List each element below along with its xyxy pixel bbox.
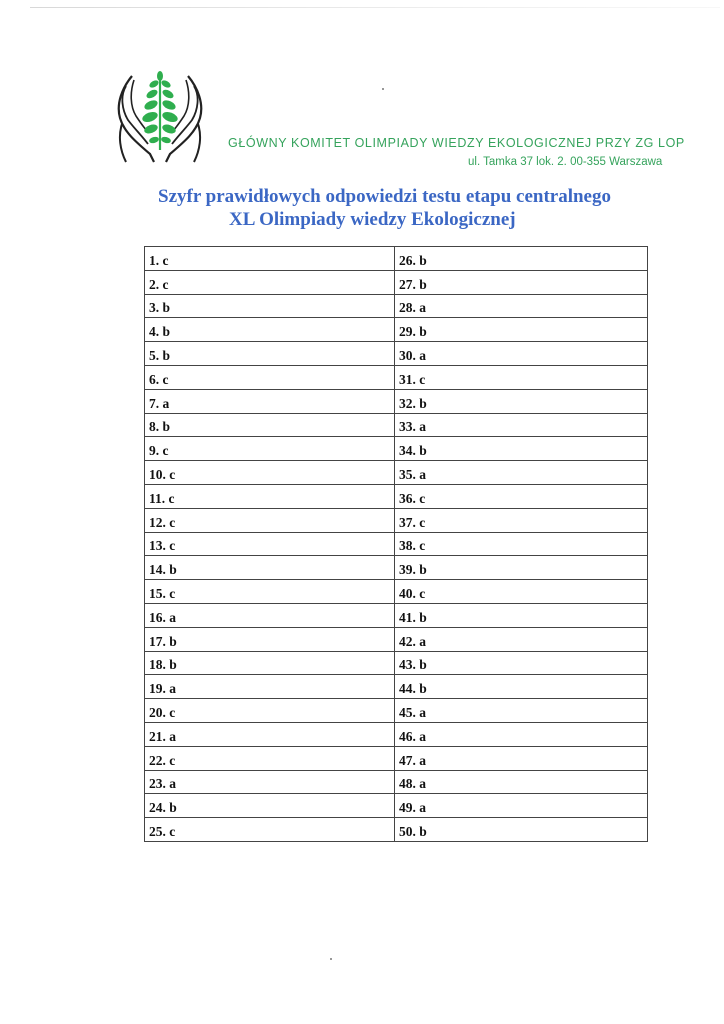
- answer-text: 6. c: [149, 371, 169, 387]
- answer-cell-left: [145, 675, 395, 699]
- answer-text: 25. c: [149, 823, 176, 839]
- answer-row: [145, 603, 648, 627]
- answer-text: 28. a: [399, 300, 426, 316]
- answer-text: 3. b: [149, 300, 171, 316]
- answer-cell-right: [395, 770, 648, 794]
- answer-row: [145, 461, 648, 485]
- answer-text: 21. a: [149, 728, 176, 744]
- answer-cell-left: [145, 247, 395, 271]
- answer-row: [145, 794, 648, 818]
- answer-cell-right: [395, 746, 648, 770]
- answer-cell-right: [395, 294, 648, 318]
- answer-text: 44. b: [399, 681, 427, 697]
- answer-cell-left: [145, 603, 395, 627]
- answer-row: [145, 270, 648, 294]
- answer-text: 45. a: [399, 704, 426, 720]
- answer-text: 37. c: [399, 514, 426, 530]
- answer-cell-left: [145, 770, 395, 794]
- answer-text: 10. c: [149, 466, 176, 482]
- answer-text: 4. b: [149, 324, 171, 340]
- answer-row: [145, 437, 648, 461]
- answer-cell-right: [395, 627, 648, 651]
- answer-text: 47. a: [399, 752, 426, 768]
- organization-name: GŁÓWNY KOMITET OLIMPIADY WIEDZY EKOLOGICZNEJ PRZY ZG LOP: [228, 136, 685, 150]
- answer-text: 20. c: [149, 704, 176, 720]
- answer-row: [145, 651, 648, 675]
- answer-text: 30. a: [399, 347, 426, 363]
- answer-cell-right: [395, 603, 648, 627]
- scan-speck: [382, 88, 384, 90]
- answer-cell-right: [395, 484, 648, 508]
- answer-cell-left: [145, 389, 395, 413]
- organization-address: ul. Tamka 37 lok. 2. 00-355 Warszawa: [468, 156, 663, 168]
- answer-text: 5. b: [149, 347, 171, 363]
- document-title-line-2: XL Olimpiady wiedzy Ekologicznej: [229, 209, 516, 230]
- answer-cell-left: [145, 508, 395, 532]
- answer-cell-right: [395, 675, 648, 699]
- answer-row: [145, 365, 648, 389]
- answer-cell-right: [395, 461, 648, 485]
- answer-row: [145, 770, 648, 794]
- answer-text: 46. a: [399, 728, 426, 744]
- answer-text: 35. a: [399, 466, 426, 482]
- answer-text: 2. c: [149, 276, 169, 292]
- answer-text: 49. a: [399, 800, 426, 816]
- answer-cell-right: [395, 532, 648, 556]
- answer-cell-left: [145, 722, 395, 746]
- answer-row: [145, 675, 648, 699]
- answer-row: [145, 818, 648, 842]
- hands-holding-plant-logo-icon: [110, 66, 210, 176]
- answer-cell-left: [145, 699, 395, 723]
- scan-edge-line: [30, 7, 720, 8]
- answer-row: [145, 746, 648, 770]
- answer-cell-right: [395, 247, 648, 271]
- answer-row: [145, 532, 648, 556]
- answer-text: 31. c: [399, 371, 426, 387]
- answer-text: 15. c: [149, 585, 176, 601]
- answer-text: 40. c: [399, 585, 426, 601]
- answer-row: [145, 342, 648, 366]
- answer-text: 1. c: [149, 252, 169, 268]
- scan-speck: [330, 958, 332, 960]
- answer-row: [145, 722, 648, 746]
- answer-cell-left: [145, 318, 395, 342]
- document-title-line-1: Szyfr prawidłowych odpowiedzi testu etapu centralnego: [158, 186, 611, 207]
- answer-text: 12. c: [149, 514, 176, 530]
- answer-cell-left: [145, 651, 395, 675]
- answer-cell-right: [395, 342, 648, 366]
- answer-text: 22. c: [149, 752, 176, 768]
- answer-cell-right: [395, 794, 648, 818]
- answer-row: [145, 699, 648, 723]
- answer-cell-left: [145, 556, 395, 580]
- answer-text: 18. b: [149, 657, 177, 673]
- answer-text: 17. b: [149, 633, 177, 649]
- answer-text: 32. b: [399, 395, 427, 411]
- answer-cell-left: [145, 484, 395, 508]
- answer-text: 14. b: [149, 562, 177, 578]
- answer-text: 26. b: [399, 252, 427, 268]
- answer-cell-left: [145, 413, 395, 437]
- answer-row: [145, 413, 648, 437]
- answer-text: 16. a: [149, 609, 176, 625]
- answer-text: 39. b: [399, 562, 427, 578]
- answer-row: [145, 484, 648, 508]
- answer-cell-left: [145, 342, 395, 366]
- answer-cell-right: [395, 389, 648, 413]
- answer-text: 41. b: [399, 609, 427, 625]
- answer-cell-left: [145, 461, 395, 485]
- answer-text: 29. b: [399, 324, 427, 340]
- answer-text: 24. b: [149, 800, 177, 816]
- answer-cell-left: [145, 365, 395, 389]
- answer-text: 8. b: [149, 419, 171, 435]
- answer-cell-right: [395, 699, 648, 723]
- answer-text: 33. a: [399, 419, 426, 435]
- answer-cell-right: [395, 270, 648, 294]
- answer-text: 36. c: [399, 490, 426, 506]
- answer-cell-right: [395, 437, 648, 461]
- answer-text: 42. a: [399, 633, 426, 649]
- answer-text: 48. a: [399, 776, 426, 792]
- answer-text: 50. b: [399, 823, 427, 839]
- answer-cell-right: [395, 722, 648, 746]
- answer-row: [145, 389, 648, 413]
- answer-cell-left: [145, 532, 395, 556]
- answer-cell-left: [145, 746, 395, 770]
- answer-text: 38. c: [399, 538, 426, 554]
- answer-cell-right: [395, 580, 648, 604]
- answer-cell-left: [145, 794, 395, 818]
- answer-row: [145, 556, 648, 580]
- answer-cell-left: [145, 294, 395, 318]
- answer-cell-right: [395, 413, 648, 437]
- answer-cell-right: [395, 818, 648, 842]
- answer-cell-left: [145, 580, 395, 604]
- answer-cell-left: [145, 437, 395, 461]
- answer-text: 23. a: [149, 776, 176, 792]
- answer-key-body: [145, 247, 648, 842]
- answer-cell-right: [395, 365, 648, 389]
- answer-text: 9. c: [149, 443, 169, 459]
- answer-cell-right: [395, 508, 648, 532]
- answer-row: [145, 247, 648, 271]
- answer-cell-left: [145, 818, 395, 842]
- answer-text: 43. b: [399, 657, 427, 673]
- answer-cell-right: [395, 318, 648, 342]
- answer-text: 13. c: [149, 538, 176, 554]
- answer-row: [145, 294, 648, 318]
- answer-cell-right: [395, 651, 648, 675]
- answer-text: 11. c: [149, 490, 175, 506]
- answer-row: [145, 580, 648, 604]
- answer-row: [145, 627, 648, 651]
- answer-cell-right: [395, 556, 648, 580]
- answer-row: [145, 508, 648, 532]
- answer-text: 7. a: [149, 395, 170, 411]
- answer-text: 34. b: [399, 443, 427, 459]
- answer-text: 27. b: [399, 276, 427, 292]
- answer-text: 19. a: [149, 681, 176, 697]
- answer-cell-left: [145, 270, 395, 294]
- answer-row: [145, 318, 648, 342]
- answer-key-table: [144, 246, 648, 842]
- answer-cell-left: [145, 627, 395, 651]
